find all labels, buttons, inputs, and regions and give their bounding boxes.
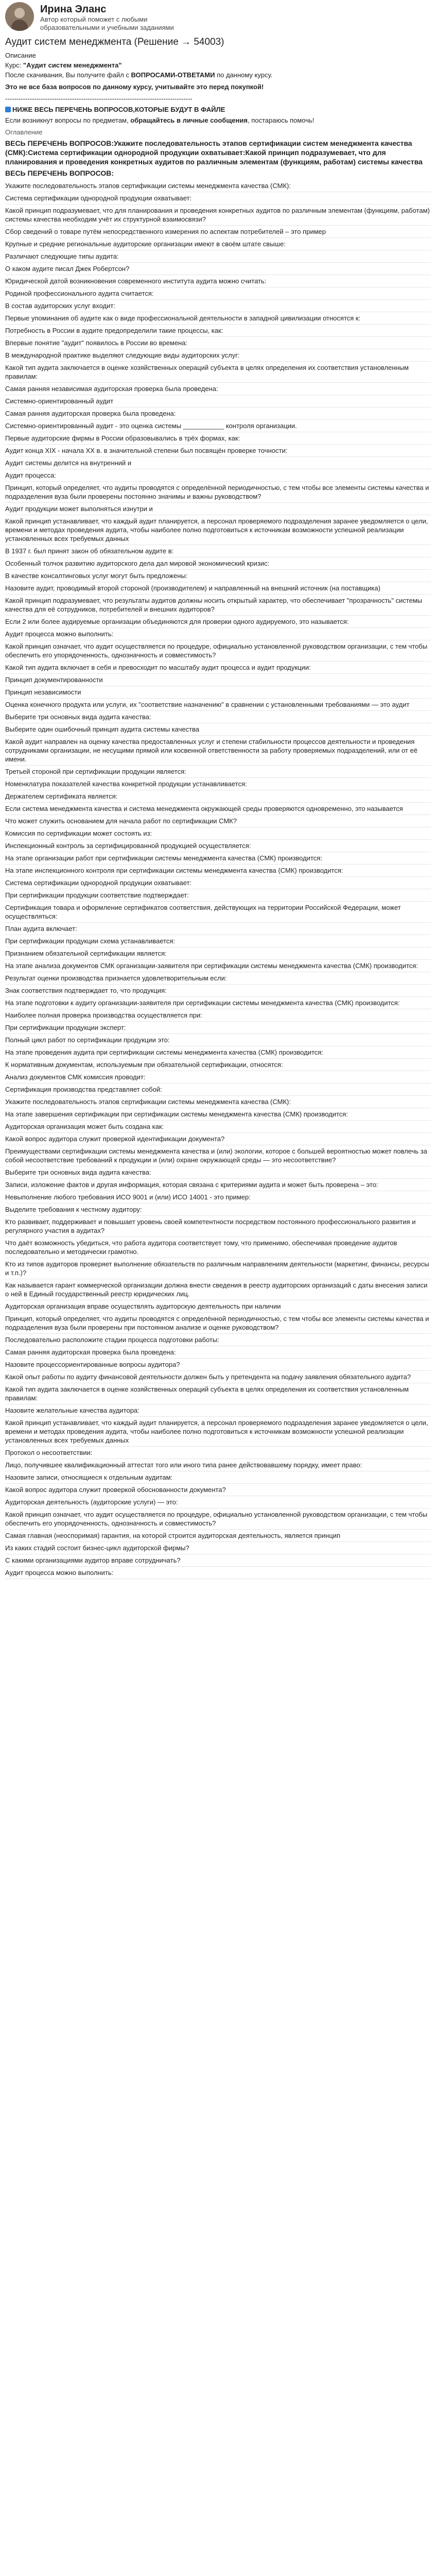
question-item: В 1937 г. был принят закон об обязательном аудите в: [5,545,431,557]
like-text: НИЖЕ ВЕСЬ ПЕРЕЧЕНЬ ВОПРОСОВ,КОТОРЫЕ БУДУТ В ФАЙЛЕ [12,106,225,113]
question-item: Какой опыт работы по аудиту финансовой деятельности должен быть у претендента на подачу заявления обязательного аудита? [5,1371,431,1383]
question-item: Первые аудиторские фирмы в России образовывались в трёх формах, как: [5,432,431,445]
question-item: Потребность в России в аудите предопределили такие процессы, как: [5,325,431,337]
question-item: Выберите один ошибочный принцип аудита системы качества [5,723,431,736]
download-info [5,71,431,79]
question-item: Принцип, который определяет, что аудиты проводятся с определённой периодичностью, с тем чтобы все элементы системы качества и подразделения вуза были проверены при постоянном анализе и оценке руководством? [5,1313,431,1334]
download-end: по данному курсу. [217,71,273,79]
all-list-label: ВЕСЬ ПЕРЕЧЕНЬ ВОПРОСОВ: [5,169,114,177]
question-item: Какой принцип устанавливает, что каждый аудит планируется, а персонал проверяемого подразделения заранее уведомляется о цели, времени и методах проведения аудита, чтобы наиболее полно подготовиться к источникам возможности успешной реализации установленных всех требуемых данных [5,515,431,545]
question-item: Какой тип аудита заключается в оценке хозяйственных операций субъекта в целях определения их соответствия установленным правилам: [5,1383,431,1404]
question-item: Протокол о несоответствии: [5,1447,431,1459]
author-avatar[interactable] [5,2,34,31]
question-item: На этапе завершения сертификации при сертификации системы менеджмента качества (СМК) производится: [5,1108,431,1121]
question-item: Выберите три основных вида аудита качества: [5,711,431,723]
question-item: Аудит процесса можно выполнить: [5,628,431,640]
question-item: Какой принцип устанавливает, что каждый аудит планируется, а персонал проверяемого подразделения заранее уведомляется о цели, времени и методах проведения аудита, чтобы наиболее полно подготовиться к источникам возможности успешной реализации установленных всех требуемых данных [5,1417,431,1447]
question-item: Какой принцип означает, что аудит осуществляется по процедуре, официально установленной руководством организации, с тем чтобы обеспечить его упорядоченность, однозначность и совместимость? [5,1509,431,1530]
question-item: Что даёт возможность убедиться, что работа аудитора соответствует тому, что применимо, обеспечивая проведение аудитов последовательно и методически грамотно. [5,1237,431,1258]
question-item: Система сертификации однородной продукции охватывает: [5,192,431,205]
question-item: Какой вопрос аудитора служит проверкой идентификации документа? [5,1133,431,1145]
question-item: Если 2 или более аудируемые организации объединяются для проверки одного аудируемого, это называется: [5,616,431,628]
question-item: Невыполнение любого требования ИСО 9001 и (или) ИСО 14001 - это пример: [5,1191,431,1204]
course-name: "Аудит систем менеджмента" [23,61,122,69]
question-item: Полный цикл работ по сертификации продукции это: [5,1034,431,1046]
question-item: Системно-ориентированный аудит [5,395,431,408]
question-item: Юридической датой возникновения современного института аудита можно считать: [5,275,431,287]
question-item: Система сертификации однородной продукции охватывает: [5,877,431,889]
question-item: Различают следующие типы аудита: [5,250,431,263]
question-item: Назовите записи, относящиеся к отдельным аудитам: [5,1471,431,1484]
question-item: Сбор сведений о товаре путём непосредственного измерения по аспектам потребителей – это пример [5,226,431,238]
question-item: Самая ранняя аудиторская проверка была проведена: [5,1346,431,1359]
question-item: Самая ранняя независимая аудиторская проверка была проведена: [5,383,431,395]
author-subtitle: Автор который поможет с любыми образовательными и учебными заданиями [40,15,174,31]
question-item: Сертификация товара и оформление сертификатов соответствия, действующих на территории Российской Федерации, может осуществляться: [5,902,431,923]
question-item: Принцип, который определяет, что аудиты проводятся с определённой периодичностью, с тем чтобы все элементы системы качества и подразделения вуза были проверены постоянно значимы и важны руководством? [5,482,431,503]
question-item: О каком аудите писал Джек Робертсон? [5,263,431,275]
question-item: Какой аудит направлен на оценку качества предоставленных услуг и степени стабильности процессов деятельности и проведения сотрудниками организации, не несущими прямой или косвенной ответственности за работу проверяемых подразделений, или от её имени. [5,736,431,766]
question-item: Какой принцип подразумевает, что для планирования и проведения конкретных аудитов по различным элементам (функциям, работам) системы качества необходим учёт их структурной взаимосвязи? [5,205,431,226]
question-item: Аудит конца XIX - начала XX в. в значительной степени был посвящён проверке точности: [5,445,431,457]
question-item: Оценка конечного продукта или услуги, их "соответствие назначению" в сравнении с установленными требованиями — это аудит [5,699,431,711]
course-label: Курс: [5,61,22,69]
course-line [5,61,431,70]
question-item: Держателем сертификата является: [5,790,431,803]
question-item: Системно-ориентированный аудит - это оценка системы ___________ контроля организации. [5,420,431,432]
question-item: Знак соответствия подтверждает то, что продукция: [5,985,431,997]
question-item: Какой принцип подразумевает, что результаты аудитов должны носить открытый характер, что обеспечивает "прозрачность" системы качества для её сотрудников, потребителей и внешних аудиторов? [5,595,431,616]
question-item: На этапе организации работ при сертификации системы менеджмента качества (СМК) производится: [5,852,431,865]
contents-label: Оглавление [5,128,43,136]
question-item: В состав аудиторских услуг входит: [5,300,431,312]
question-item: Комиссия по сертификации может состоять из: [5,827,431,840]
question-item: Аудиторская деятельность (аудиторские услуги) — это: [5,1496,431,1509]
download-bold: ВОПРОСАМИ-ОТВЕТАМИ [131,71,215,79]
question-item: В качестве консалтинговых услуг могут быть предложены: [5,570,431,582]
question-item: В международной практике выделяют следующие виды аудиторских услуг: [5,349,431,362]
heading-block: ВЕСЬ ПЕРЕЧЕНЬ ВОПРОСОВ:Укажите последовательность этапов сертификации систем менеджмента качества (СМК):Система сертификации однородной продукции охватывает:Какой принцип подразумевает, что для планирования и проведения конкретных аудитов по различным элементам (функциям, работам) системы качества [5,139,423,166]
question-item: Наиболее полная проверка производства осуществляется при: [5,1009,431,1022]
contact-line [5,116,431,125]
contact-text: Если возникнут вопросы по предметам, [5,116,129,124]
question-item: Впервые понятие "аудит" появилось в России во времена: [5,337,431,349]
question-list [5,180,431,1579]
question-item: Укажите последовательность этапов сертификации системы менеджмента качества (СМК): [5,180,431,192]
question-item: На этапе инспекционного контроля при сертификации системы менеджмента качества (СМК) производится: [5,865,431,877]
question-item: Родиной профессионального аудита считается: [5,287,431,300]
question-item: План аудита включает: [5,923,431,935]
question-item: Аудиторская организация вправе осуществлять аудиторскую деятельность при наличии [5,1300,431,1313]
question-item: Выделите требования к честному аудитору: [5,1204,431,1216]
question-item: С какими организациями аудитор вправе сотрудничать? [5,1554,431,1567]
question-item: Принцип независимости [5,686,431,699]
question-item: Выберите три основных вида аудита качества: [5,1166,431,1179]
question-item: На этапе анализа документов СМК организации-заявителя при сертификации системы менеджмента качества (СМК) производится: [5,960,431,972]
question-item: Из каких стадий состоит бизнес-цикл аудиторской фирмы? [5,1542,431,1554]
question-item: Кто из типов аудиторов проверяет выполнение обязательств по различным направлениям деятельности (маркетинг, финансы, ресурсы и т.п.)? [5,1258,431,1279]
question-item: Какой тип аудита заключается в оценке хозяйственных операций субъекта в целях определения их соответствия установленным правилам: [5,362,431,383]
question-item: Анализ документов СМК комиссия проводит: [5,1071,431,1083]
question-item: Результат оценки производства признается удовлетворительным если: [5,972,431,985]
question-item: Какой тип аудита включает в себя и превосходит по масштабу аудит процесса и аудит продукции: [5,662,431,674]
question-item: Какой принцип означает, что аудит осуществляется по процедуре, официально установленной руководством организации, с тем чтобы обеспечить его упорядоченность, однозначность и совместимость? [5,640,431,662]
question-item: Как называется гарант коммерческой организации должна внести сведения в реестр аудиторских организаций с даты внесения записи о ней в Единый государственный реестр юридических лиц. [5,1279,431,1300]
question-item: Укажите последовательность этапов сертификации системы менеджмента качества (СМК): [5,1096,431,1108]
question-item: Самая главная (неоспоримая) гарантия, на которой строится аудиторская деятельность, является принцип [5,1530,431,1542]
question-item: Первые упоминания об аудите как о виде профессиональной деятельности в западной цивилизации относятся к: [5,312,431,325]
checkbox-icon [5,107,11,112]
author-block [5,2,431,32]
question-item: Аудит процесса можно выполнить: [5,1567,431,1579]
question-item: Аудит процесса: [5,469,431,482]
question-item: Последовательно расположите стадии процесса подготовки работы: [5,1334,431,1346]
question-item: Записи, изложение фактов и другая информация, которая связана с критериями аудита и может быть проверена – это: [5,1179,431,1191]
description-label: Описание [5,52,36,59]
question-item: Кто развивает, поддерживает и повышает уровень своей компетентности посредством постоянного профессионального развития и регулярного участия в аудитах? [5,1216,431,1237]
question-item: Инспекционный контроль за сертифицированной продукцией осуществляется: [5,840,431,852]
contact-end: , постараюсь помочь! [247,116,315,124]
question-item: При сертификации продукции соответствие подтверждает: [5,889,431,902]
warning-note: Это не все база вопросов по данному курсу, учитывайте это перед покупкой! [5,83,264,91]
question-item: Если система менеджмента качества и система менеджмента окружающей среды проверяются одновременно, это называется [5,803,431,815]
question-item: Преимуществами сертификации системы менеджмента качества и (или) экологии, которое с большей вероятностью может повлечь за собой несоответствие требований к продукции и (или) охране окружающей среды — это несоответствие? [5,1145,431,1166]
separator: ------------------------------------------------------------------------------------ [5,95,193,103]
question-item: Третьей стороной при сертификации продукции является: [5,766,431,778]
question-item: Признанием обязательной сертификации является: [5,947,431,960]
question-item: Назовите процессориентированные вопросы аудитора? [5,1359,431,1371]
question-item: При сертификации продукции схема устанавливается: [5,935,431,947]
author-info [40,2,174,32]
question-item: На этапе подготовки к аудиту организации-заявителя при сертификации системы менеджмента качества (СМК) производится: [5,997,431,1009]
question-item: К нормативным документам, используемым при обязательной сертификации, относятся: [5,1059,431,1071]
question-item: Что может служить основанием для начала работ по сертификации СМК? [5,815,431,827]
question-item: Назовите желательные качества аудитора: [5,1404,431,1417]
question-item: На этапе проведения аудита при сертификации системы менеджмента качества (СМК) производится: [5,1046,431,1059]
question-item: Аудит системы делится на внутренний и [5,457,431,469]
question-item: Крупные и средние региональные аудиторские организации имеют в своём штате свыше: [5,238,431,250]
question-item: При сертификации продукции эксперт: [5,1022,431,1034]
question-item: Номенклатура показателей качества конкретной продукции устанавливается: [5,778,431,790]
question-item: Аудит продукции может выполняться изнутри и [5,503,431,515]
question-item: Аудиторская организация может быть создана как: [5,1121,431,1133]
contact-bold: обращайтесь в личные сообщения [130,116,248,124]
author-name[interactable]: Ирина Эланс [40,4,107,15]
question-item: Лицо, получившее квалификационный аттестат того или иного типа ранее действовавшему порядку, имеет право: [5,1459,431,1471]
page-title: Аудит систем менеджмента (Решение → 54003) [5,37,224,47]
download-text: После скачивания, Вы получите файл с [5,71,129,79]
question-item: Самая ранняя аудиторская проверка была проведена: [5,408,431,420]
question-item: Какой вопрос аудитора служит проверкой обоснованности документа? [5,1484,431,1496]
question-item: Принцип документированности [5,674,431,686]
question-item: Особенный толчок развитию аудиторского дела дал мировой экономический кризис: [5,557,431,570]
question-item: Сертификация производства представляет собой: [5,1083,431,1096]
question-item: Назовите аудит, проводимый второй стороной (производителем) и направленный на внешний источник (на поставщика) [5,582,431,595]
like-line [5,105,431,114]
